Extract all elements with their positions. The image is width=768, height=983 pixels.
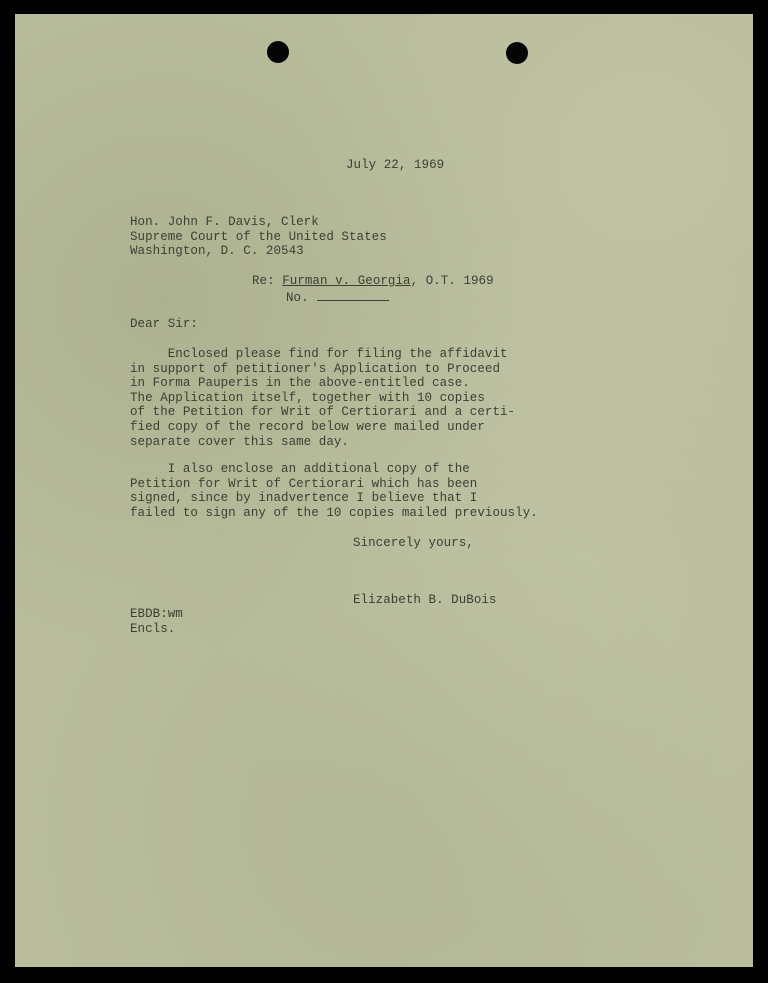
reference-initials-block	[130, 607, 183, 636]
paragraph-line: Enclosed please find for filing the affidavit	[130, 347, 508, 361]
paragraph-line: signed, since by inadvertence I believe that I	[130, 491, 478, 506]
punch-hole-left	[267, 41, 289, 63]
reference-term: , O.T. 1969	[410, 274, 494, 288]
signature-name: Elizabeth B. DuBois	[353, 593, 497, 607]
paragraph-line: I also enclose an additional copy of the	[130, 462, 470, 476]
address-line: Washington, D. C. 20543	[130, 244, 304, 259]
enclosures-note: Encls.	[130, 621, 176, 636]
docket-number-line	[286, 289, 389, 306]
body-paragraph-2	[130, 462, 538, 520]
reference-prefix: Re:	[252, 274, 283, 288]
docket-number-blank	[317, 289, 389, 301]
body-paragraph-1	[130, 347, 515, 449]
reference-line	[252, 274, 494, 289]
salutation: Dear Sir:	[130, 317, 198, 331]
recipient-address	[130, 215, 387, 259]
paragraph-line: fied copy of the record below were mailed under	[130, 419, 485, 434]
punch-hole-right	[506, 42, 528, 64]
complimentary-closing: Sincerely yours,	[353, 536, 474, 550]
typist-initials: EBDB:wm	[130, 607, 183, 621]
paragraph-line: of the Petition for Writ of Certiorari and a certi-	[130, 405, 516, 420]
paragraph-line: failed to sign any of the 10 copies mailed previously.	[130, 505, 538, 520]
address-line: Supreme Court of the United States	[130, 229, 387, 244]
paragraph-line: in support of petitioner's Application to Proceed	[130, 361, 501, 376]
letter-date: July 22, 1969	[346, 158, 445, 172]
docket-number-label: No.	[286, 291, 309, 305]
address-line: Hon. John F. Davis, Clerk	[130, 215, 319, 229]
paragraph-line: separate cover this same day.	[130, 434, 349, 449]
paragraph-line: The Application itself, together with 10 copies	[130, 390, 485, 405]
case-name: Furman v. Georgia	[282, 274, 411, 288]
paragraph-line: in Forma Pauperis in the above-entitled case.	[130, 376, 470, 391]
letter-page	[15, 14, 753, 967]
paragraph-line: Petition for Writ of Certiorari which has been	[130, 476, 478, 491]
